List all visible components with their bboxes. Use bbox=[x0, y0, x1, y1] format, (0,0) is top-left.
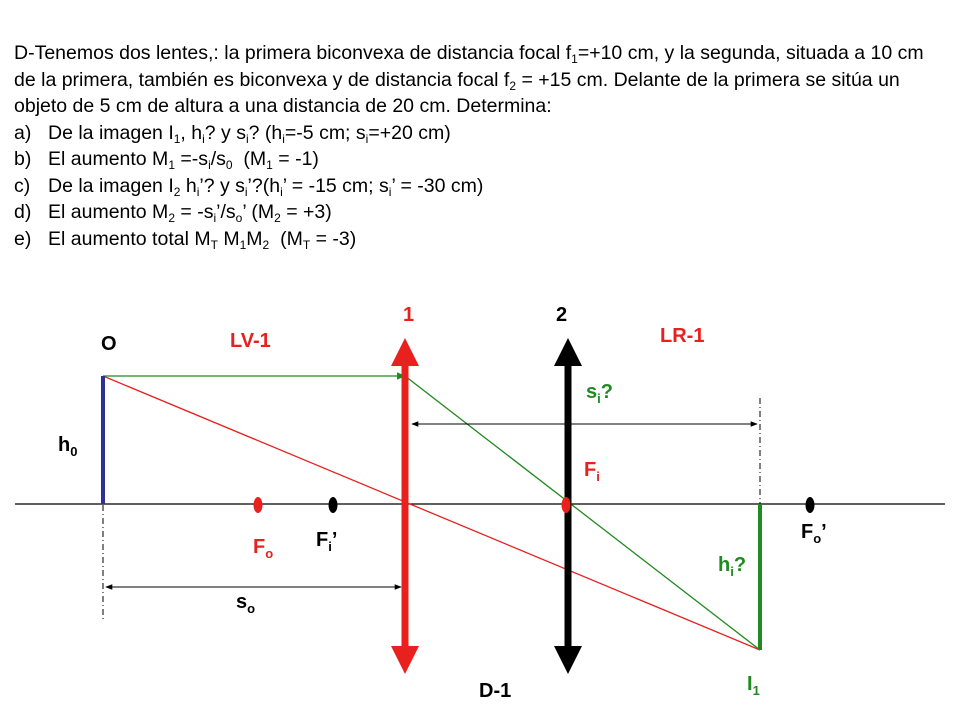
hi-label: $h_i$? bbox=[718, 554, 747, 579]
subscript: i bbox=[245, 131, 249, 146]
text-fragment: ’?(h bbox=[247, 174, 281, 197]
focal-point-fo-prime bbox=[806, 497, 815, 513]
question-marker: d) bbox=[14, 201, 32, 223]
text-fragment: (M bbox=[269, 227, 303, 250]
text-fragment: = -3) bbox=[310, 227, 357, 250]
intro-part-3: = +15 cm. Delante de la primera se sitúa un objeto de 5 cm de altura a una distancia de 20 cm. Determina: bbox=[14, 68, 900, 117]
subscript: i bbox=[213, 211, 217, 225]
fi-prime-label: $F_i$’ bbox=[316, 529, 338, 554]
text-fragment: ’ = -30 cm) bbox=[391, 174, 484, 197]
focal-point-fo bbox=[254, 497, 263, 513]
subscript: i bbox=[280, 184, 283, 199]
refracted-ray bbox=[405, 376, 760, 650]
central-ray bbox=[103, 376, 760, 650]
focal-point-fi-prime bbox=[329, 497, 338, 513]
lv-label: LV-1 bbox=[230, 330, 271, 352]
subscript: i bbox=[196, 184, 200, 199]
focal-point-fi bbox=[562, 497, 571, 513]
subscript: i bbox=[202, 131, 205, 146]
subscript: 1 bbox=[266, 158, 273, 172]
subscript: i bbox=[282, 131, 285, 146]
subscript: i bbox=[388, 184, 392, 199]
intro-part-2: =+10 cm, y la segunda, situada a 10 cm de la primera, también es biconvexa y de distancia focal f bbox=[14, 42, 924, 91]
fo-prime-label: $F_o$’ bbox=[801, 521, 827, 546]
text-fragment: De la imagen I bbox=[48, 121, 174, 144]
text-fragment: ’ = -15 cm; s bbox=[282, 174, 389, 197]
question-marker: e) bbox=[14, 227, 32, 250]
so-label: $s_o$ bbox=[236, 591, 256, 616]
text-fragment: h bbox=[180, 174, 197, 197]
text-fragment: El aumento M bbox=[48, 201, 169, 223]
subscript: 0 bbox=[225, 158, 233, 172]
subscript: 2 bbox=[168, 211, 175, 225]
question-marker: a) bbox=[14, 121, 32, 144]
text-fragment: = -s bbox=[175, 201, 214, 223]
text-fragment: = -1) bbox=[272, 148, 319, 170]
question-marker: b) bbox=[14, 148, 32, 170]
h0-label: $h_0$ bbox=[58, 434, 78, 459]
question-marker: c) bbox=[14, 174, 31, 197]
subscript: o bbox=[235, 211, 243, 225]
text-fragment: =+20 cm) bbox=[368, 121, 451, 144]
text-fragment: = +3) bbox=[280, 201, 332, 223]
text-fragment: ? y s bbox=[204, 121, 246, 144]
text-fragment: =-s bbox=[175, 148, 209, 170]
subscript: 1 bbox=[173, 131, 181, 146]
text-fragment: M bbox=[217, 227, 240, 250]
intro-sub-2: 2 bbox=[509, 78, 517, 93]
text-fragment: ’? y s bbox=[199, 174, 245, 197]
intro-sub-1: 1 bbox=[571, 52, 578, 66]
text-fragment: El aumento M bbox=[48, 148, 169, 170]
fi-label: $F_i$ bbox=[584, 459, 600, 484]
subscript: i bbox=[244, 184, 248, 199]
text-fragment: ’/s bbox=[216, 201, 236, 223]
object-label: O bbox=[101, 333, 117, 355]
subscript: i bbox=[365, 131, 369, 146]
text-fragment: M bbox=[246, 227, 263, 250]
text-fragment: El aumento total M bbox=[48, 227, 211, 250]
text-fragment: ? (h bbox=[248, 121, 283, 144]
subscript: 1 bbox=[239, 237, 247, 252]
subscript: 2 bbox=[274, 211, 281, 225]
text-fragment: (M bbox=[232, 148, 267, 170]
image-label: $I_1$ bbox=[747, 673, 760, 698]
lens-1-label: 1 bbox=[403, 304, 415, 326]
subscript: T bbox=[302, 237, 311, 252]
fo-label: $F_o$ bbox=[253, 536, 274, 561]
subscript: 2 bbox=[262, 237, 270, 252]
subscript: i bbox=[208, 158, 211, 172]
subscript: 2 bbox=[173, 184, 181, 199]
text-fragment: De la imagen I bbox=[48, 174, 174, 197]
text-fragment: , h bbox=[180, 121, 203, 144]
si-label: $s_i$? bbox=[586, 381, 613, 406]
text-fragment: /s bbox=[210, 148, 226, 170]
text-fragment: ’ (M bbox=[242, 201, 275, 223]
lens-2-label: 2 bbox=[556, 304, 568, 326]
figure-label: D-1 bbox=[479, 680, 512, 702]
text-fragment: =-5 cm; s bbox=[284, 121, 366, 144]
lr-label: LR-1 bbox=[660, 325, 705, 347]
subscript: T bbox=[210, 237, 218, 252]
subscript: 1 bbox=[168, 158, 175, 172]
intro-part-1: D-Tenemos dos lentes,: la primera biconvexa de distancia focal f bbox=[14, 42, 572, 64]
